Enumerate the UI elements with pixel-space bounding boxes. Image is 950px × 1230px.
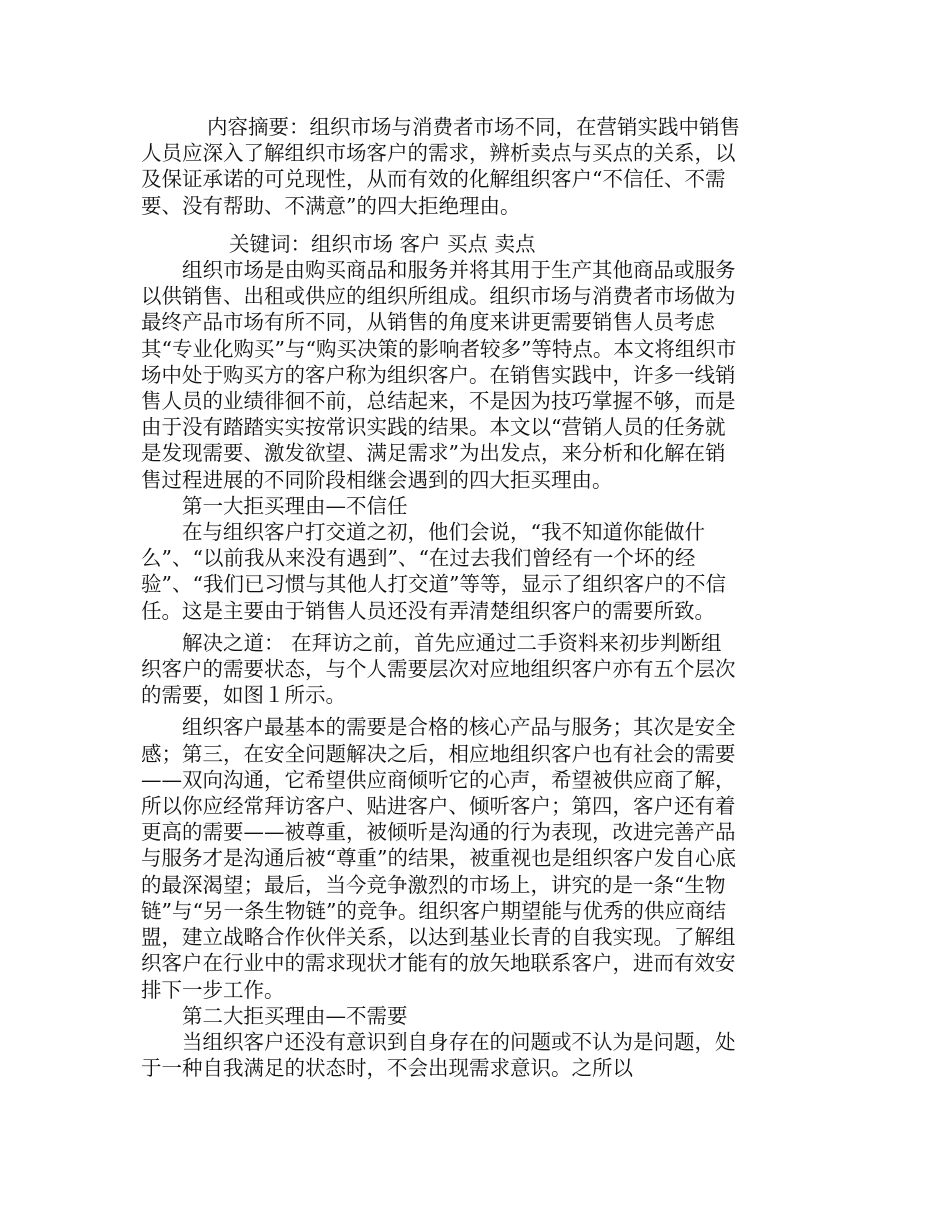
body-paragraph: 组织市场是由购买商品和服务并将其用于生产其他商品或服务以供销售、出租或供应的组织所组成。组织市场与消费者市场做为最终产品市场有所不同，从销售的角度来讲更需要销售人员考虑其“专业化购买”与“购买决策的影响者较多”等特点。本文将组织市场中处于购买方的客户称为组织客户。在销售实践中，许多一线销售人员的业绩徘徊不前，总结起来，不是因为技巧掌握不够，而是由于没有踏踏实实按常识实践的结果。本文以“营销人员的任务就是发现需要、激发欲望、满足需求”为出发点，来分析和化解在销售过程进展的不同阶段相继会遇到的四大拒买理由。 [141,258,737,492]
section-heading: 第一大拒买理由—不信任 [182,493,408,518]
keywords-line: 关键词：组织市场 客户 买点 卖点 [229,231,536,256]
section-heading: 第二大拒买理由—不需要 [182,1003,408,1028]
body-paragraph: 解决之道： 在拜访之前，首先应通过二手资料来初步判断组织客户的需要状态，与个人需要层次对应地组织客户亦有五个层次的需要，如图１所示。 [141,630,736,708]
abstract-paragraph: 内容摘要：组织市场与消费者市场不同，在营销实践中销售人员应深入了解组织市场客户的需求，辨析卖点与买点的关系，以及保证承诺的可兑现性，从而有效的化解组织客户“不信任、不需要、没有帮助、不满意”的四大拒绝理由。 [141,115,740,218]
document-body [141,114,741,1081]
body-paragraph: 当组织客户还没有意识到自身存在的问题或不认为是问题，处于一种自我满足的状态时，不会出现需求意识。之所以 [141,1029,736,1081]
body-paragraph: 组织客户最基本的需要是合格的核心产品与服务；其次是安全感；第三，在安全问题解决之后，相应地组织客户也有社会的需要——双向沟通，它希望供应商倾听它的心声，希望被供应商了解，所以你应经常拜访客户、贴进客户、倾听客户；第四，客户还有着更高的需要——被尊重，被倾听是沟通的行为表现，改进完善产品与服务才是沟通后被“尊重”的结果，被重视也是组织客户发自心底的最深渴望；最后，当今竞争激烈的市场上，讲究的是一条“生物链”与“另一条生物链”的竞争。组织客户期望能与优秀的供应商结盟，建立战略合作伙伴关系，以达到基业长青的自我实现。了解组织客户在行业中的需求现状才能有的放矢地联系客户，进而有效安排下一步工作。 [141,715,736,1002]
body-paragraph: 在与组织客户打交道之初，他们会说，“我不知道你能做什么”、“以前我从来没有遇到”、“在过去我们曾经有一个坏的经验”、“我们已习惯与其他人打交道”等等，显示了组织客户的不信任。这是主要由于销售人员还没有弄清楚组织客户的需要所致。 [141,520,726,623]
